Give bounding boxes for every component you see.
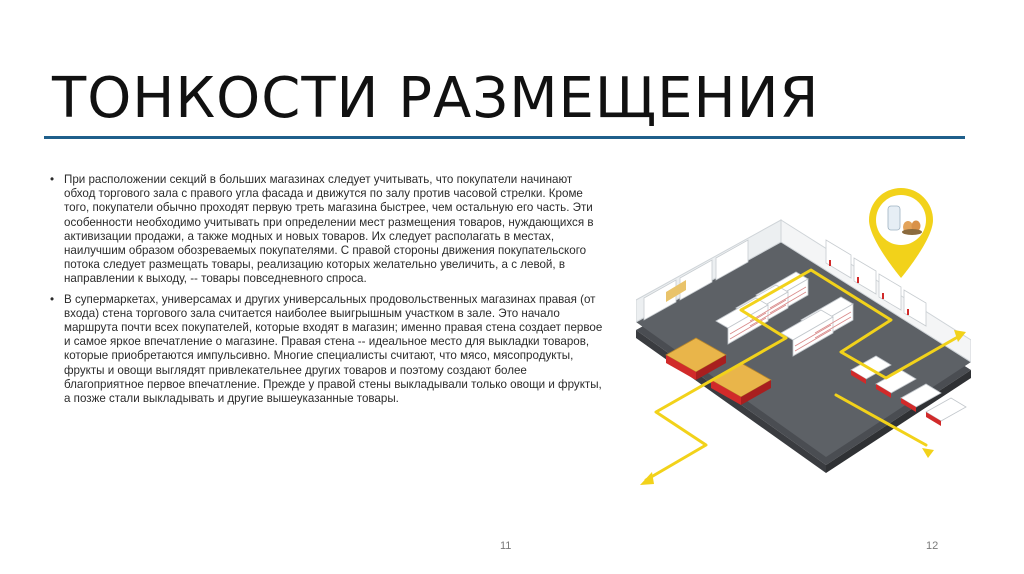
paragraph-2-text: В супермаркетах, универсамах и других универсальных продовольственных магазинах правая (от входа) стена торгового зала считается наиболее выигрышным участком в зале. Это начало маршрута почти всех покупателей, которые входят в магазин; именно правая стена создает первое и самое яркое впечатление о магазине. Правая стена -- идеальное место для выкладки товаров, которые приобретаются импульсивно. Многие специалисты считают, что мясо, мясопродукты, фрукты и овощи выглядят привлекательнее других товаров и поэтому создают более благоприятное первое впечатление. Прежде у правой стены выкладывали только овощи и фрукты, а позже стали выкладывать и другие вышеуказанные товары.: [64, 292, 603, 406]
store-layout-illustration: [636, 180, 971, 510]
bullet-1: •: [50, 173, 55, 186]
paragraph-2: [50, 293, 605, 407]
paragraph-1-text: При расположении секций в больших магазинах следует учитывать, что покупатели начинают обход торгового зала с правого угла фасада и движутся по залу против часовой стрелки. Кроме того, покупатели обычно проходят первую треть магазина быстрее, чем остальную его часть. Эти особенности необходимо учитывать при определении мест размещения товаров, нуждающихся в активизации продажи, а также модных и новых товаров. Их следует располагать в местах, наилучшим образом обозреваемых покупателями. С правой стороны движения покупательского потока следует размещать товары, реализацию которых желательно увеличить, а с левой, в направлении к выходу, -- товары повседневного спроса.: [64, 173, 594, 286]
body-text: [50, 173, 605, 412]
title-underline: [44, 136, 965, 139]
bullet-2: •: [50, 292, 55, 306]
paragraph-1: [50, 173, 605, 287]
slide-title: ТОНКОСТИ РАЗМЕЩЕНИЯ: [52, 66, 820, 131]
page-number-right: 12: [926, 540, 939, 552]
page-number-left: 11: [500, 540, 512, 552]
map-pin-icon: [869, 188, 933, 278]
